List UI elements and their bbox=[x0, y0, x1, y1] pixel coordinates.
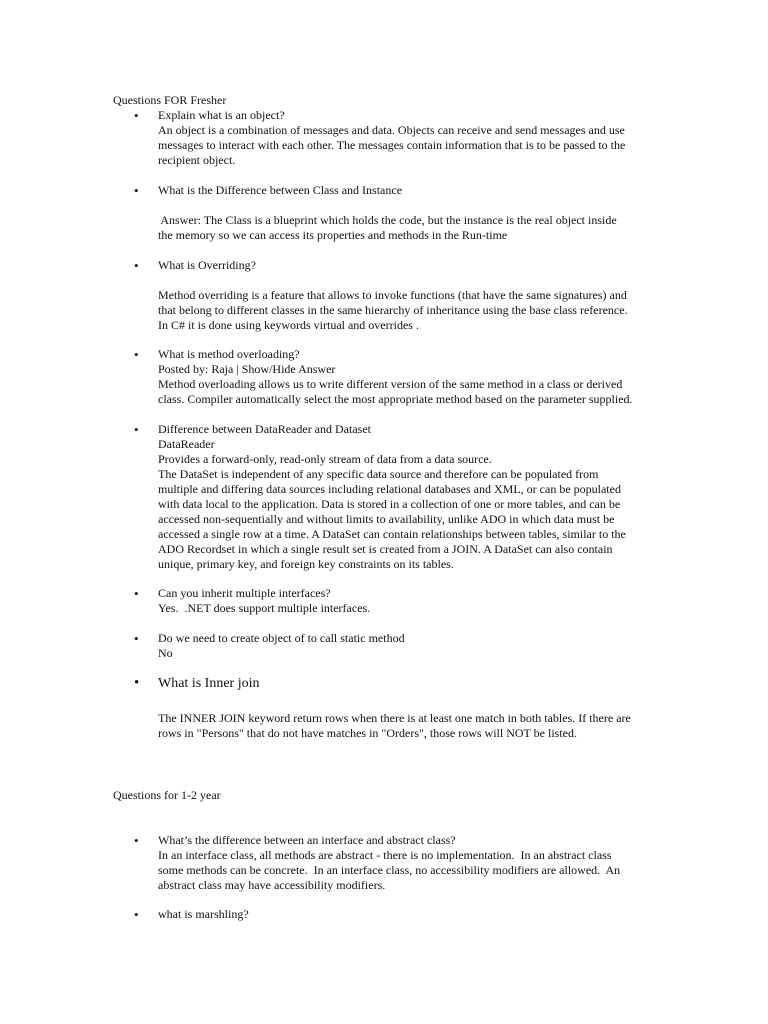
answer-line: Method overloading allows us to write different version of the same method in a class or derived bbox=[158, 377, 623, 391]
answer-line: abstract class may have accessibility modifiers. bbox=[158, 878, 386, 892]
answer-line: accessed a single row at a time. A DataSet can contain relationships between tables, similar to the bbox=[158, 527, 626, 541]
section-heading-fresher: Questions FOR Fresher bbox=[113, 93, 227, 107]
list-item bbox=[134, 586, 658, 616]
answer-line: In an interface class, all methods are abstract - there is no implementation. In an abstract class bbox=[158, 848, 612, 862]
bullet-icon: • bbox=[134, 258, 139, 273]
list-item bbox=[134, 422, 658, 572]
question-text: What is Overriding? bbox=[158, 258, 256, 272]
answer-line: with data local to the application. Data is stored in a collection of one or more tables, and can be bbox=[158, 497, 621, 511]
bullet-icon: • bbox=[134, 675, 140, 691]
question-text: Difference between DataReader and Dataset bbox=[158, 422, 371, 436]
answer-line: class. Compiler automatically select the most appropriate method based on the parameter supplied. bbox=[158, 392, 633, 406]
answer-line: Provides a forward-only, read-only stream of data from a data source. bbox=[158, 452, 492, 466]
bullet-icon: • bbox=[134, 586, 139, 601]
answer-line: unique, primary key, and foreign key constraints on its tables. bbox=[158, 557, 454, 571]
answer-line: multiple and differing data sources including relational databases and XML, or can be populated bbox=[158, 482, 621, 496]
answer-line: rows in "Persons" that do not have matches in "Orders", those rows will NOT be listed. bbox=[158, 726, 577, 740]
list-item bbox=[134, 347, 658, 407]
list-item bbox=[134, 833, 658, 893]
bullet-icon: • bbox=[134, 631, 139, 646]
answer-line: In C# it is done using keywords virtual and overrides . bbox=[158, 318, 419, 332]
list-item bbox=[134, 183, 658, 243]
sub-heading: DataReader bbox=[158, 437, 215, 451]
list-item bbox=[134, 675, 658, 692]
question-text: What is Inner join bbox=[158, 676, 260, 691]
list-item bbox=[134, 108, 658, 168]
posted-by-line: Posted by: Raja | Show/Hide Answer bbox=[158, 362, 336, 376]
answer-line: that belong to different classes in the same hierarchy of inheritance using the base class reference. bbox=[158, 303, 628, 317]
answer-line: The DataSet is independent of any specific data source and therefore can be populated from bbox=[158, 467, 599, 481]
bullet-icon: • bbox=[134, 183, 139, 198]
question-text: Explain what is an object? bbox=[158, 108, 285, 122]
bullet-icon: • bbox=[134, 422, 139, 437]
question-text: what is marshling? bbox=[158, 907, 249, 921]
list-item bbox=[134, 907, 658, 922]
answer-line: The INNER JOIN keyword return rows when there is at least one match in both tables. If there are bbox=[158, 711, 631, 725]
answer-block bbox=[158, 711, 658, 741]
answer-line: accessed non-sequentially and without limits to availability, unlike ADO in which data must be bbox=[158, 512, 615, 526]
question-text: What is method overloading? bbox=[158, 347, 300, 361]
answer-line: Yes. .NET does support multiple interfaces. bbox=[158, 601, 371, 615]
answer-line: Method overriding is a feature that allows to invoke functions (that have the same signatures) and bbox=[158, 288, 627, 302]
bullet-icon: • bbox=[134, 347, 139, 362]
answer-line: some methods can be concrete. In an interface class, no accessibility modifiers are allowed. An bbox=[158, 863, 621, 877]
bullet-icon: • bbox=[134, 907, 139, 922]
answer-line: ADO Recordset in which a single result set is created from a JOIN. A DataSet can also contain bbox=[158, 542, 613, 556]
answer-line: messages to interact with each other. The messages contain information that is to be passed to the bbox=[158, 138, 626, 152]
answer-line: the memory so we can access its properties and methods in the Run-time bbox=[158, 228, 508, 242]
section-heading-1-2-year: Questions for 1-2 year bbox=[113, 788, 221, 802]
answer-line: An object is a combination of messages and data. Objects can receive and send messages and use bbox=[158, 123, 625, 137]
list-item bbox=[134, 258, 658, 333]
question-text: Can you inherit multiple interfaces? bbox=[158, 586, 331, 600]
bullet-icon: • bbox=[134, 108, 139, 123]
question-text: What is the Difference between Class and Instance bbox=[158, 183, 403, 197]
question-text: Do we need to create object of to call static method bbox=[158, 631, 405, 645]
list-item bbox=[134, 631, 658, 661]
answer-line: Answer: The Class is a blueprint which holds the code, but the instance is the real object inside bbox=[158, 213, 617, 227]
answer-line: No bbox=[158, 646, 173, 660]
question-text: What’s the difference between an interface and abstract class? bbox=[158, 833, 456, 847]
answer-line: recipient object. bbox=[158, 153, 236, 167]
bullet-icon: • bbox=[134, 833, 139, 848]
